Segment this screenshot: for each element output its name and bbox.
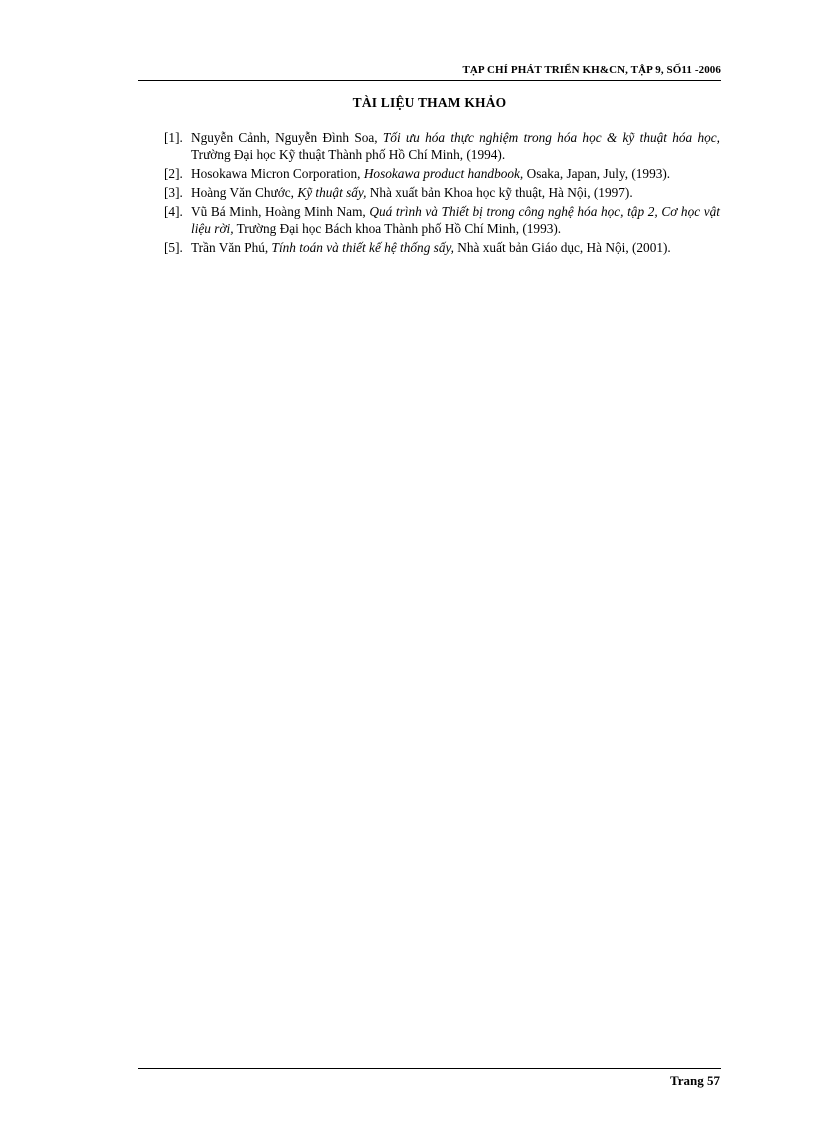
reference-list — [164, 129, 720, 258]
reference-title: Quá trình và Thiết bị trong công nghệ hóa học, tập 2, Cơ học vật liệu rời, — [191, 204, 720, 236]
reference-number: [5]. — [164, 240, 183, 255]
reference-title: Tối ưu hóa thực nghiệm trong hóa học & kỹ thuật hóa học, — [382, 130, 721, 145]
reference-text — [191, 130, 720, 162]
reference-publisher: Nhà xuất bản Giáo dục, Hà Nội, (2001). — [453, 240, 671, 255]
reference-number: [4]. — [164, 204, 183, 219]
reference-publisher: Nhà xuất bản Khoa học kỹ thuật, Hà Nội, (1997). — [366, 185, 633, 200]
reference-number: [2]. — [164, 166, 183, 181]
reference-item — [164, 203, 720, 237]
reference-text — [191, 185, 633, 200]
reference-authors: Vũ Bá Minh, Hoàng Minh Nam, — [191, 204, 370, 219]
journal-header: TẠP CHÍ PHÁT TRIỂN KH&CN, TẬP 9, SỐ11 -2006 — [462, 64, 721, 76]
reference-text — [191, 204, 720, 236]
footer-divider — [138, 1068, 721, 1069]
reference-publisher: Trường Đại học Kỹ thuật Thành phố Hồ Chí Minh, (1994). — [191, 147, 506, 162]
reference-authors: Trần Văn Phú, — [191, 240, 272, 255]
reference-authors: Hosokawa Micron Corporation, — [191, 166, 364, 181]
reference-item — [164, 184, 720, 201]
page-number: Trang 57 — [670, 1073, 720, 1088]
reference-publisher: Trường Đại học Bách khoa Thành phố Hồ Chí Minh, (1993). — [233, 221, 562, 236]
reference-item — [164, 129, 720, 163]
reference-number: [3]. — [164, 185, 183, 200]
reference-authors: Nguyễn Cảnh, Nguyễn Đình Soa, — [191, 130, 383, 145]
reference-item — [164, 239, 720, 256]
reference-title: Kỹ thuật sấy, — [297, 185, 367, 200]
reference-item — [164, 165, 720, 182]
reference-publisher: Osaka, Japan, July, (1993). — [523, 166, 671, 181]
reference-authors: Hoàng Văn Chước, — [191, 185, 298, 200]
reference-text — [191, 166, 670, 181]
reference-title: Hosokawa product handbook, — [363, 166, 524, 181]
reference-number: [1]. — [164, 130, 183, 145]
reference-title: Tính toán và thiết kế hệ thống sấy, — [271, 240, 454, 255]
header-divider — [138, 80, 721, 81]
reference-text — [191, 240, 671, 255]
section-title: TÀI LIỆU THAM KHẢO — [352, 95, 507, 110]
